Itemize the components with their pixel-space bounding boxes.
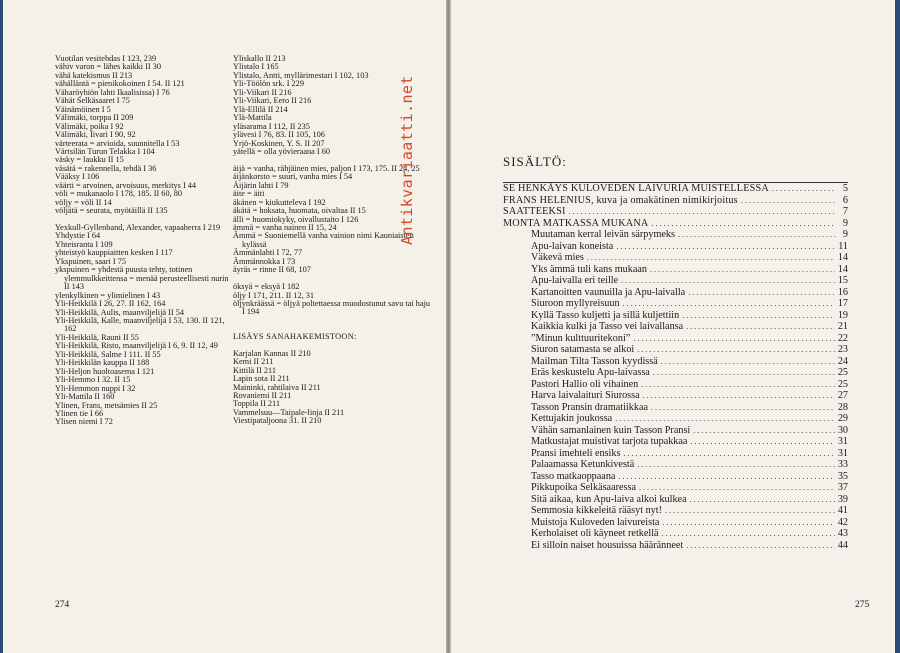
index-entry: yhteistyö kauppiaitten kesken I 117 xyxy=(55,248,173,258)
toc-entry-page: 30 xyxy=(837,424,848,436)
toc-entry-title: Pransi imehteli ensiks xyxy=(531,447,621,459)
toc-leader-dots xyxy=(690,495,835,504)
index-entry: Yli-Viikari, Eero II 216 xyxy=(233,96,312,106)
index-entry: Karjalan Kannas II 210 xyxy=(233,348,311,358)
index-entry: Ylisen niemi I 72 xyxy=(55,417,113,427)
toc-sub-entry xyxy=(503,528,848,540)
toc-sub-entry xyxy=(503,425,848,437)
toc-entry-page: 44 xyxy=(837,539,848,551)
toc-entry-title: Pikkupoika Selkäsaaressa xyxy=(531,482,636,493)
toc-sub-entry xyxy=(503,298,848,310)
toc-leader-dots xyxy=(693,426,835,435)
toc-entry-page: 25 xyxy=(837,378,848,390)
toc-entry-title: Kartanoitten vaunuilla ja Apu-laivalla xyxy=(531,286,686,298)
index-entry: Kemi II 211 xyxy=(233,357,274,367)
index-entry: Ylä-Ellilä II 214 xyxy=(233,104,288,114)
toc-leader-dots xyxy=(661,357,835,366)
toc-leader-dots xyxy=(682,311,835,320)
index-entry: vähälläntä = pienikokoinen I 54. II 121 xyxy=(55,79,185,89)
toc-entry-page: 33 xyxy=(837,459,848,470)
index-entry: Ylistalo I 165 xyxy=(233,62,279,72)
index-entry: Väharöyhiön lahti Ikaalisissa) I 76 xyxy=(55,87,170,97)
toc-entry-page: 5 xyxy=(842,183,848,194)
index-entry: Yli-Töölön srk. I 229 xyxy=(233,79,304,89)
toc-leader-dots xyxy=(637,460,835,469)
index-entry: värteerata = arvioida, suunnitella I 53 xyxy=(55,138,180,148)
table-of-contents xyxy=(503,183,848,551)
index-entry: Ylä-Mattila xyxy=(233,113,272,123)
index-entry: Yli-Heikkilä, Salme I 111. II 55 xyxy=(55,349,161,359)
toc-entry-page: 9 xyxy=(842,217,848,229)
toc-entry-title: Eräs keskustelu Apu-laivassa xyxy=(531,367,650,378)
toc-entry-page: 37 xyxy=(837,482,848,493)
toc-sub-entry xyxy=(503,321,848,333)
toc-entry-title: ”Minun kulttuuritekoni” xyxy=(531,332,631,344)
toc-sub-entry xyxy=(503,379,848,391)
index-entry: vähiv varon = lähes kaikki II 30 xyxy=(55,62,162,72)
toc-entry-page: 31 xyxy=(837,436,848,447)
toc-entry-page: 25 xyxy=(837,367,848,378)
toc-entry-page: 14 xyxy=(837,263,848,275)
toc-leader-dots xyxy=(690,437,834,446)
index-entry: Maininki, rahtilaiva II 211 xyxy=(233,382,321,392)
toc-sub-entry xyxy=(503,505,848,517)
page-number-right: 275 xyxy=(855,600,870,610)
toc-leader-dots xyxy=(741,196,836,205)
watermark: Antikvariaatti.net xyxy=(398,75,416,245)
toc-leader-dots xyxy=(641,380,835,389)
toc-leader-dots xyxy=(662,529,835,538)
index-entry: äyräs = rinne II 68, 107 xyxy=(233,265,311,275)
toc-sub-entry xyxy=(503,459,848,471)
toc-entry-page: 9 xyxy=(842,229,848,240)
index-entry: Ämmänlahti I 72, 77 xyxy=(233,248,303,258)
toc-entry-page: 39 xyxy=(837,493,848,505)
toc-leader-dots xyxy=(623,449,834,458)
index-entry: Yrjö-Koskinen, Y. S. II 207 xyxy=(233,138,325,148)
toc-entry-title: Kaikkia kulki ja Tasso vei laivallansa xyxy=(531,321,684,332)
toc-entry-title: Pastori Hallio oli vihainen xyxy=(531,378,639,390)
index-entry: väsky = laukku II 15 xyxy=(55,155,124,165)
index-entry: Välimäki, torppa II 209 xyxy=(55,113,134,123)
toc-leader-dots xyxy=(587,253,835,262)
toc-entry-title: Vähän samanlainen kuin Tasson Pransi xyxy=(531,424,691,436)
toc-entry-title: Apu-laivalla eri teille xyxy=(531,275,619,286)
toc-entry-page: 24 xyxy=(837,355,848,367)
index-entry: Yli-Hemmo I 32. II 15 xyxy=(55,375,131,385)
index-entry: äkätä = hoksata, huomata, oivaltaa II 15 xyxy=(233,206,366,216)
index-entry: Ykspuinen, saari I 75 xyxy=(55,256,126,266)
toc-entry-title: Mailman Tilta Tasson kyydissä xyxy=(531,355,658,367)
toc-entry-title: Muutaman kerral leivän särpymeks xyxy=(531,229,675,240)
toc-main-entry xyxy=(503,218,848,230)
index-entry: Ämmä = Suoniemellä vanha vainion nimi Kauniaisten kylässä xyxy=(233,231,414,249)
toc-entry-page: 35 xyxy=(837,470,848,482)
toc-sub-entry xyxy=(503,229,848,241)
index-entry: Yli-Heljon huoltoasema I 121 xyxy=(55,366,155,376)
index-entry: öljynkräässä = öljyä poltettaessa muodostunut savu tai haju I 194 xyxy=(233,299,431,317)
toc-sub-entry xyxy=(503,333,848,345)
toc-entry-title: Tasso matkaoppaana xyxy=(531,470,616,482)
toc-entry-page: 31 xyxy=(837,447,848,459)
toc-leader-dots xyxy=(651,403,835,412)
right-page xyxy=(451,0,895,653)
toc-sub-entry xyxy=(503,402,848,414)
toc-sub-entry xyxy=(503,356,848,368)
index-entry: Yli-Heikkilä, Rauni II 55 xyxy=(55,332,139,342)
page-number-left: 274 xyxy=(55,600,70,610)
index-entry: äkänen = kiukutteleva I 192 xyxy=(233,197,326,207)
index-entry: Väinämöinen I 5 xyxy=(55,104,111,114)
toc-leader-dots xyxy=(662,518,834,527)
toc-entry-page: 42 xyxy=(837,516,848,528)
toc-entry-title: Yks ämmä tuli kans mukaan xyxy=(531,263,648,275)
index-entry: Yli-Heikkilän kauppa II 188 xyxy=(55,358,150,368)
toc-sub-entry xyxy=(503,448,848,460)
toc-sub-entry xyxy=(503,367,848,379)
index-entry: Yli-Heikkilä, Kalle, maanviljelijä I 53, 130. II 121, 162 xyxy=(55,315,225,334)
toc-leader-dots xyxy=(772,184,836,193)
toc-sub-entry xyxy=(503,310,848,322)
index-entry: Äijärin lahti I 79 xyxy=(233,180,289,190)
index-entry: Välimäki, Iivari I 90, 92 xyxy=(55,130,136,140)
index-entry: öksyä = eksyä I 182 xyxy=(233,282,300,292)
toc-sub-entry xyxy=(503,390,848,402)
index-entry: Yli-Heikkilä I 26, 27. II 162, 164 xyxy=(55,299,166,309)
index-entry: Lapin sota II 211 xyxy=(233,374,290,384)
index-entry: öljy I 171, 211. II 12, 31 xyxy=(233,290,315,300)
toc-entry-title: Harva laivalaituri Siurossa xyxy=(531,390,640,401)
toc-entry-page: 22 xyxy=(837,332,848,344)
index-entry: völi = mukanaolo I 178, 185. II 60, 80 xyxy=(55,189,183,199)
toc-leader-dots xyxy=(616,242,835,251)
toc-entry-page: 15 xyxy=(837,275,848,286)
toc-leader-dots xyxy=(653,368,835,377)
toc-sub-entry xyxy=(503,275,848,287)
index-entry: Ylistalo, Antti, myllärimestari I 102, 103 xyxy=(233,70,369,80)
toc-entry-page: 17 xyxy=(837,298,848,309)
index-gap xyxy=(233,317,433,333)
index-column-left xyxy=(55,55,233,427)
toc-entry-title: Siuron satamasta se alkoi xyxy=(531,344,635,355)
toc-entry-title: FRANS HELENIUS, kuva ja omakätinen nimikirjoitus xyxy=(503,194,738,206)
toc-entry-title: Matkustajat muistivat tarjota tupakkaa xyxy=(531,436,688,447)
index-entry: Yli-Hemmon nuppi I 32 xyxy=(55,383,136,393)
toc-leader-dots xyxy=(665,506,835,515)
toc-entry-title: SE HENKÄYS KULOVEDEN LAIVURIA MUISTELLESSA xyxy=(503,183,769,194)
toc-entry-page: 14 xyxy=(837,252,848,263)
index-entry: ylävesi I 76, 83. II 105, 106 xyxy=(233,130,325,140)
index-entry: yläsarama I 112, II 235 xyxy=(233,121,310,131)
toc-entry-title: Kettujakin joukossa xyxy=(531,413,613,424)
toc-entry-title: Sitä aikaa, kun Apu-laiva alkoi kulkea xyxy=(531,493,687,505)
toc-main-entry xyxy=(503,183,848,195)
toc-sub-entry xyxy=(503,482,848,494)
toc-entry-page: 28 xyxy=(837,401,848,413)
index-entry: Yli-Mattila II 160 xyxy=(55,392,115,402)
toc-entry-title: Kerholaiset oli käyneet retkellä xyxy=(531,528,659,539)
index-entry: Ylinen, Frans, metsämies II 25 xyxy=(55,400,158,410)
index-entry: völjätä = seurata, myötäillä II 135 xyxy=(55,206,168,216)
toc-entry-title: Palaamassa Ketunkivestä xyxy=(531,459,635,470)
index-entry: Vuotilan vesitehdas I 123, 239 xyxy=(55,54,157,63)
toc-leader-dots xyxy=(651,219,836,228)
index-entry: Viestipataljoona 31. II 210 xyxy=(233,416,322,426)
toc-main-entry xyxy=(503,195,848,207)
toc-entry-title: Apu-laivan koneista xyxy=(531,240,614,252)
index-entry: ämmä = vanha nainen II 15, 24 xyxy=(233,223,337,232)
index-entry: äijänkorsto = suuri, vanha mies I 54 xyxy=(233,172,353,182)
toc-entry-page: 16 xyxy=(837,286,848,298)
index-entry: Yhdystie I 64 xyxy=(55,231,101,241)
index-entry: ykspuinen = yhdestä puusta tehty, totinen ylemmulkkeittensa = menää perusteellisesti nurin II 143 xyxy=(55,265,229,292)
toc-sub-entry xyxy=(503,494,848,506)
toc-entry-title: Muistoja Kuloveden laivureista xyxy=(531,516,660,528)
toc-sub-entry xyxy=(503,540,848,552)
toc-leader-dots xyxy=(686,541,835,550)
toc-entry-page: 41 xyxy=(837,505,848,516)
index-entry: Vääksy I 106 xyxy=(55,172,100,182)
toc-title: SISÄLTÖ: xyxy=(503,154,567,169)
toc-leader-dots xyxy=(678,230,836,239)
toc-sub-entry xyxy=(503,252,848,264)
toc-leader-dots xyxy=(637,345,835,354)
index-entry: yätellä = olla yövieraana I 60 xyxy=(233,146,331,156)
toc-leader-dots xyxy=(650,265,835,274)
toc-entry-page: 7 xyxy=(842,206,848,217)
index-entry: Rovaniemi II 211 xyxy=(233,391,292,401)
toc-entry-page: 19 xyxy=(837,309,848,321)
toc-leader-dots xyxy=(686,322,835,331)
toc-sub-entry xyxy=(503,471,848,483)
toc-entry-page: 43 xyxy=(837,528,848,539)
toc-entry-page: 6 xyxy=(842,194,848,206)
toc-entry-title: MONTA MATKASSA MUKANA xyxy=(503,217,649,229)
index-entry: Vammelsuu—Taipale-linja II 211 xyxy=(233,407,345,417)
index-entry: Ylinen tie I 66 xyxy=(55,408,104,418)
index-entry: väärti = arvoinen, arvoisuus, merkitys I 44 xyxy=(55,180,197,190)
index-entry: Värtsilän Turun Telakka I 104 xyxy=(55,146,155,156)
index-entry: Toppila II 211 xyxy=(233,399,281,409)
index-entry: ylenkylkinen = ylimielinen I 43 xyxy=(55,290,161,300)
toc-leader-dots xyxy=(615,414,835,423)
index-entry: älli = huomiokyky, oivallustaito I 126 xyxy=(233,214,359,224)
index-section-heading: LISÄYS SANAHAKEMISTOON: xyxy=(233,331,357,341)
index-entry: völjy = völi II 14 xyxy=(55,197,112,207)
index-entry: Ämmännokka I 73 xyxy=(233,256,296,266)
toc-entry-title: Ei silloin naiset housuissa hääränneet xyxy=(531,539,684,551)
index-entry: Yliskallo II 213 xyxy=(233,54,286,63)
index-entry: Yli-Heikkilä, Aulis, maanviljelijä II 54 xyxy=(55,307,185,317)
toc-entry-title: Väkevä mies xyxy=(531,252,584,263)
toc-entry-title: SAATTEEKSI xyxy=(503,206,566,217)
index-entry: vähä katekismus II 213 xyxy=(55,70,133,80)
index-entry: Kittilä II 211 xyxy=(233,365,277,375)
toc-leader-dots xyxy=(569,207,836,216)
index-entry: Yli-Viikari II 216 xyxy=(233,87,292,97)
toc-main-entry xyxy=(503,206,848,218)
index-entry: äijä = vanha, rähjäinen mies, paljon I 173, 175. II 24, 25 xyxy=(233,163,420,173)
toc-leader-dots xyxy=(643,391,835,400)
index-entry: väsätä = rakennella, tehdä I 36 xyxy=(55,163,157,173)
toc-entry-page: 21 xyxy=(837,321,848,332)
toc-entry-page: 11 xyxy=(838,240,848,252)
toc-leader-dots xyxy=(633,334,834,343)
index-entry: Yexkull-Gyllenband, Alexander, vapaaherra I 219 xyxy=(55,223,221,232)
toc-sub-entry xyxy=(503,436,848,448)
toc-sub-entry xyxy=(503,287,848,299)
toc-sub-entry xyxy=(503,264,848,276)
toc-entry-title: Semmosia kikkeleitä rääsyt nyt! xyxy=(531,505,662,516)
toc-leader-dots xyxy=(623,299,835,308)
toc-sub-entry xyxy=(503,413,848,425)
index-entry: Vähät Selkäsaaret I 75 xyxy=(55,96,130,106)
index-entry: Yhteisranta I 109 xyxy=(55,239,113,249)
left-page xyxy=(3,0,446,653)
toc-entry-page: 27 xyxy=(837,390,848,401)
toc-entry-page: 29 xyxy=(837,413,848,424)
toc-sub-entry xyxy=(503,517,848,529)
toc-sub-entry xyxy=(503,344,848,356)
index-entry: Välimäki, poika I 92 xyxy=(55,121,124,131)
toc-entry-title: Siuroon myllyreisuun xyxy=(531,298,620,309)
index-entry: Yli-Heikkilä, Risto, maanviljelijä I 6, 9. II 12, 49 xyxy=(55,341,218,351)
toc-entry-title: Kyllä Tasso kuljetti ja sillä kuljettiin xyxy=(531,309,680,321)
index-entry: äite = äiti xyxy=(233,189,265,199)
toc-entry-title: Tasson Pransin dramatiikkaa xyxy=(531,401,648,413)
toc-leader-dots xyxy=(688,288,835,297)
toc-sub-entry xyxy=(503,241,848,253)
toc-entry-page: 23 xyxy=(837,344,848,355)
toc-leader-dots xyxy=(621,276,835,285)
toc-leader-dots xyxy=(618,472,834,481)
toc-leader-dots xyxy=(639,483,835,492)
